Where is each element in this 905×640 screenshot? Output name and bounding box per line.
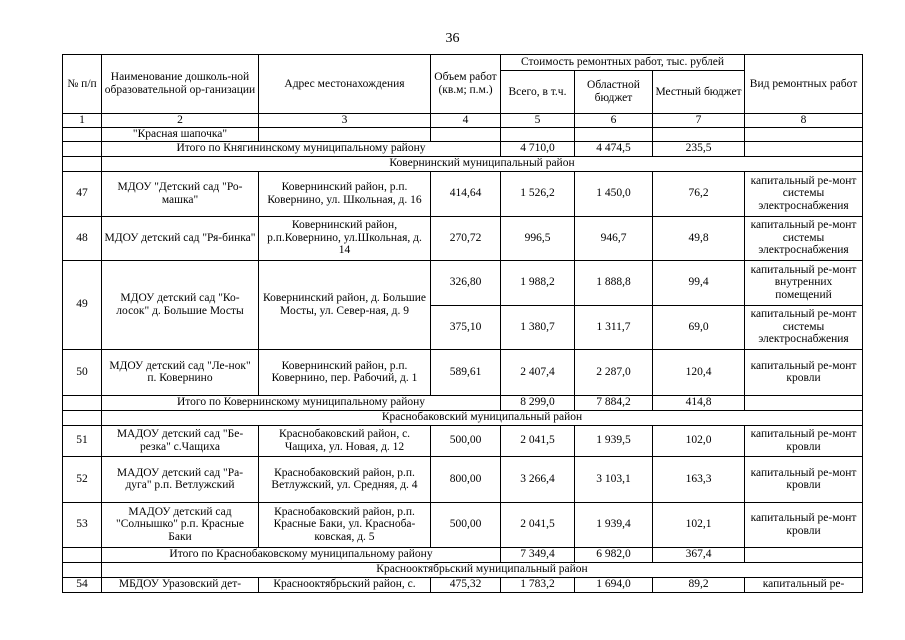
volume: 270,72: [431, 216, 501, 260]
table-row: [63, 577, 863, 592]
header-num: № п/п: [63, 55, 102, 114]
regional-budget: 1 888,8: [575, 260, 653, 305]
column-number: 6: [575, 114, 653, 128]
district-total-row: [63, 141, 863, 156]
row-num: 47: [63, 171, 102, 216]
regional-budget: 2 287,0: [575, 349, 653, 395]
volume: 375,10: [431, 305, 501, 349]
row-num: 53: [63, 502, 102, 547]
work-type: капитальный ре-: [745, 577, 863, 592]
org-name: МДОУ детский сад "Ря-бинка": [102, 216, 259, 260]
address: Ковернинский район, д. Большие Мосты, ул. Север-ная, д. 9: [259, 260, 431, 349]
total-cost: 1 783,2: [501, 577, 575, 592]
district-header: Краснооктябрьский муниципальный район: [102, 562, 863, 577]
column-number: 4: [431, 114, 501, 128]
district-total-value: 4 710,0: [501, 141, 575, 156]
table-row: [63, 216, 863, 260]
work-type: капитальный ре-монт кровли: [745, 456, 863, 502]
row-num: 52: [63, 456, 102, 502]
local-budget: 163,3: [653, 456, 745, 502]
table-row: [63, 502, 863, 547]
work-type: капитальный ре-монт системы электроснабжения: [745, 305, 863, 349]
row-num: 51: [63, 425, 102, 456]
address: Краснооктябрьский район, с.: [259, 577, 431, 592]
regional-budget: 3 103,1: [575, 456, 653, 502]
org-name: МБДОУ Уразовский дет-: [102, 577, 259, 592]
local-budget: 49,8: [653, 216, 745, 260]
column-number: 2: [102, 114, 259, 128]
regional-budget: 1 939,5: [575, 425, 653, 456]
header-total: Всего, в т.ч.: [501, 71, 575, 114]
table-row: [63, 425, 863, 456]
regional-budget: 1 450,0: [575, 171, 653, 216]
local-budget: 102,1: [653, 502, 745, 547]
org-name: МАДОУ детский сад "Солнышко" р.п. Красные Баки: [102, 502, 259, 547]
total-cost: 1 526,2: [501, 171, 575, 216]
table-row: [63, 260, 863, 305]
district-total-row: [63, 395, 863, 410]
total-cost: 1 380,7: [501, 305, 575, 349]
continuation-row: [63, 127, 863, 141]
row-num: 54: [63, 577, 102, 592]
regional-budget: 946,7: [575, 216, 653, 260]
address: Краснобаковский район, с. Чащиха, ул. Новая, д. 12: [259, 425, 431, 456]
district-local-value: 367,4: [653, 547, 745, 562]
district-total-row: [63, 547, 863, 562]
regional-budget: 1 694,0: [575, 577, 653, 592]
work-type: капитальный ре-монт кровли: [745, 502, 863, 547]
local-budget: 102,0: [653, 425, 745, 456]
district-regional-value: 4 474,5: [575, 141, 653, 156]
work-type: капитальный ре-монт кровли: [745, 425, 863, 456]
volume: 326,80: [431, 260, 501, 305]
district-header: Краснобаковский муниципальный район: [102, 410, 863, 425]
column-number: 1: [63, 114, 102, 128]
header-local: Местный бюджет: [653, 71, 745, 114]
total-cost: 2 407,4: [501, 349, 575, 395]
district-header: Ковернинский муниципальный район: [102, 156, 863, 171]
regional-budget: 1 939,4: [575, 502, 653, 547]
local-budget: 89,2: [653, 577, 745, 592]
org-name: МАДОУ детский сад "Бе-резка" с.Чащиха: [102, 425, 259, 456]
org-name: МДОУ детский сад "Ко-лосок" д. Большие Мосты: [102, 260, 259, 349]
header-work-type: Вид ремонтных работ: [745, 55, 863, 114]
volume: 500,00: [431, 425, 501, 456]
district-regional-value: 7 884,2: [575, 395, 653, 410]
row-num: 48: [63, 216, 102, 260]
table-row: [63, 171, 863, 216]
continued-org-name: "Красная шапочка": [102, 127, 259, 141]
total-cost: 3 266,4: [501, 456, 575, 502]
district-total-label: Итого по Ковернинскому муниципальному району: [102, 395, 501, 410]
column-number: 7: [653, 114, 745, 128]
local-budget: 69,0: [653, 305, 745, 349]
column-number: 8: [745, 114, 863, 128]
volume: 589,61: [431, 349, 501, 395]
regional-budget: 1 311,7: [575, 305, 653, 349]
header-cost-group: Стоимость ремонтных работ, тыс. рублей: [501, 55, 745, 71]
header-regional: Областной бюджет: [575, 71, 653, 114]
volume: 475,32: [431, 577, 501, 592]
header-row-1: [63, 55, 863, 71]
column-number: 3: [259, 114, 431, 128]
org-name: МДОУ "Детский сад "Ро-машка": [102, 171, 259, 216]
total-cost: 996,5: [501, 216, 575, 260]
table-row: [63, 349, 863, 395]
district-local-value: 414,8: [653, 395, 745, 410]
total-cost: 2 041,5: [501, 425, 575, 456]
district-local-value: 235,5: [653, 141, 745, 156]
local-budget: 120,4: [653, 349, 745, 395]
address: Ковернинский район, р.п. Ковернино, ул. Школьная, д. 16: [259, 171, 431, 216]
volume: 500,00: [431, 502, 501, 547]
header-address: Адрес местонахождения: [259, 55, 431, 114]
work-type: капитальный ре-монт внутренних помещений: [745, 260, 863, 305]
row-num: 50: [63, 349, 102, 395]
address: Ковернинский район, р.п. Ковернино, пер. Рабочий, д. 1: [259, 349, 431, 395]
work-type: капитальный ре-монт системы электроснабжения: [745, 216, 863, 260]
district-header-row: [63, 562, 863, 577]
district-total-label: Итого по Краснобаковскому муниципальному району: [102, 547, 501, 562]
column-number: 5: [501, 114, 575, 128]
volume: 414,64: [431, 171, 501, 216]
org-name: МАДОУ детский сад "Ра-дуга" р.п. Ветлужский: [102, 456, 259, 502]
org-name: МДОУ детский сад "Ле-нок" п. Ковернино: [102, 349, 259, 395]
local-budget: 99,4: [653, 260, 745, 305]
column-number-row: [63, 114, 863, 128]
local-budget: 76,2: [653, 171, 745, 216]
page-number: 36: [445, 31, 460, 46]
work-type: капитальный ре-монт системы электроснабжения: [745, 171, 863, 216]
total-cost: 1 988,2: [501, 260, 575, 305]
work-type: капитальный ре-монт кровли: [745, 349, 863, 395]
repair-works-table: [62, 54, 863, 593]
district-header-row: [63, 410, 863, 425]
address: Краснобаковский район, р.п. Ветлужский, ул. Средняя, д. 4: [259, 456, 431, 502]
district-regional-value: 6 982,0: [575, 547, 653, 562]
district-header-row: [63, 156, 863, 171]
header-volume: Объем работ (кв.м; п.м.): [431, 55, 501, 114]
address: Ковернинский район, р.п.Ковернино, ул.Школьная, д. 14: [259, 216, 431, 260]
district-total-label: Итого по Княгининскому муниципальному району: [102, 141, 501, 156]
row-num: 49: [63, 260, 102, 349]
district-total-value: 7 349,4: [501, 547, 575, 562]
header-org-name: Наименование дошколь-ной образовательной ор-ганизации: [102, 55, 259, 114]
total-cost: 2 041,5: [501, 502, 575, 547]
volume: 800,00: [431, 456, 501, 502]
address: Краснобаковский район, р.п. Красные Баки, ул. Краснобa-ковская, д. 5: [259, 502, 431, 547]
table-row: [63, 456, 863, 502]
district-total-value: 8 299,0: [501, 395, 575, 410]
